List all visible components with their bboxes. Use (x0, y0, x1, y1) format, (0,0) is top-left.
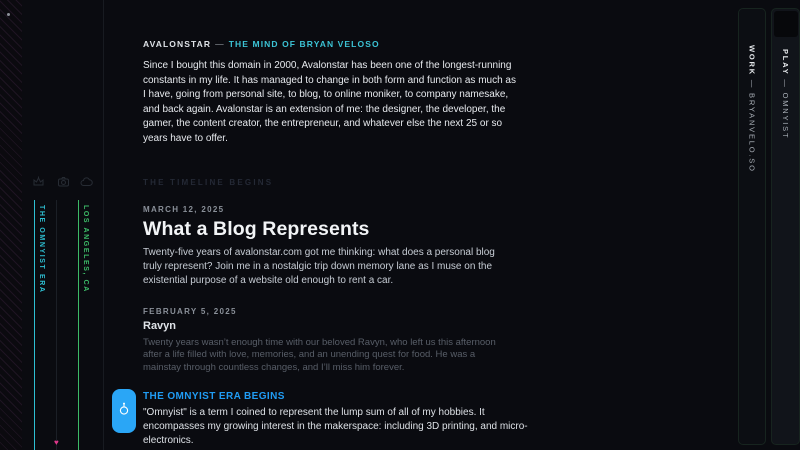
era-badge (112, 389, 136, 433)
site-header (143, 39, 380, 49)
location-track-line (78, 200, 79, 450)
sidebar-tab-work[interactable] (738, 8, 766, 445)
timeline-entry-omnyist-era (143, 388, 553, 449)
middle-track-line (56, 200, 57, 450)
crown-icon (32, 175, 45, 188)
play-value: — OMNYIST (781, 75, 790, 140)
work-value: — BRYANVELO.SO (747, 75, 757, 173)
entry-excerpt: Twenty years wasn’t enough time with our beloved Ravyn, who left us this afternoon after a life filled with love, memories, and an unending quest for food. He was a mainstay through countless changes, and I’ll miss him forever. (143, 337, 496, 373)
sidebar-tab-play[interactable] (771, 8, 800, 445)
timeline-begin-marker: THE TIMELINE BEGINS (143, 178, 274, 187)
era-description: "Omnyist" is a term I coined to represent the lump sum of all of my hobbies. It encompasses my growing interest in the makerspace: including 3D printing, and micro-electronics. (143, 407, 528, 447)
play-label: PLAY (781, 49, 790, 76)
droplet-icon (118, 401, 130, 422)
era-track-label: THE OMNYIST ERA (38, 205, 45, 294)
sparkle-dot (7, 13, 10, 16)
hatch-strip (0, 0, 22, 450)
entry-date: FEBRUARY 5, 2025 (143, 307, 237, 316)
entry-date: MARCH 12, 2025 (143, 205, 225, 214)
timeline-entry-ravyn (143, 307, 515, 374)
camera-icon (57, 175, 70, 188)
entry-title-link[interactable]: What a Blog Represents (143, 218, 370, 240)
play-header-tile (774, 11, 798, 37)
cloud-icon (80, 175, 93, 188)
site-tagline: THE MIND OF BRYAN VELOSO (228, 39, 380, 49)
intro-paragraph: Since I bought this domain in 2000, Avalonstar has been one of the longest-running constants in my life. It has managed to change in both form and function as much as I have, going from personal site, to blog, to online moniker, to company namesake, and back again. Avalonstar is an extension of me: the designer, the developer, the gamer, the content creator, the entrepreneur, and whatever else the next 25 or so years have to offer. (143, 60, 516, 144)
main-divider-line (103, 0, 104, 450)
era-heading: THE OMNYIST ERA BEGINS (143, 391, 285, 402)
timeline-entry-blog (143, 205, 515, 289)
brand-separator: — (215, 39, 225, 49)
work-label: WORK (747, 45, 757, 76)
location-track-label: LOS ANGELES, CA (82, 205, 89, 293)
heart-marker: ♥ (54, 438, 59, 447)
era-track-line (34, 200, 35, 450)
entry-title-link[interactable]: Ravyn (143, 320, 177, 332)
entry-excerpt: Twenty-five years of avalonstar.com got me thinking: what does a personal blog truly represent? Join me in a nostalgic trip down memory lane as I muse on the existential purpose of a website old enough to rent a car. (143, 247, 495, 287)
site-brand: AVALONSTAR (143, 39, 212, 49)
